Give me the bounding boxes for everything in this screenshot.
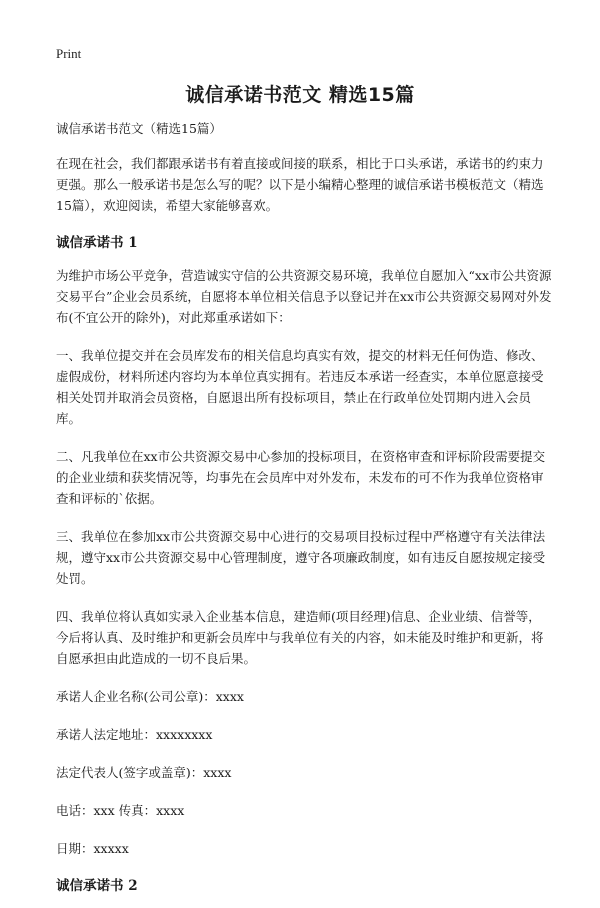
document-body xyxy=(56,118,552,908)
section-heading-2: 诚信承诺书 2 xyxy=(56,878,138,894)
section1-paragraph: 四、我单位将认真如实录入企业基本信息，建造师(项目经理)信息、企业业绩、信誉等，今后将认真、及时维护和更新会员库中与我单位有关的内容，如未能及时维护和更新，将自愿承担由此造成的一切不良后果。 xyxy=(56,609,544,666)
section1-paragraph: 三、我单位在参加xx市公共资源交易中心进行的交易项目投标过程中严格遵守有关法律法规，遵守xx市公共资源交易中心管理制度，遵守各项廉政制度，如有违反自愿按规定接受处罚。 xyxy=(56,529,546,586)
section1-paragraph: 一、我单位提交并在会员库发布的相关信息均真实有效，提交的材料无任何伪造、修改、虚假成份，材料所述内容均为本单位真实拥有。若违反本承诺一经查实，本单位愿意接受相关处罚并取消会员资格，自愿退出所有投标项目，禁止在行政单位处罚期内进入会员库。 xyxy=(56,348,544,426)
signature-field-date: 日期：xxxxx xyxy=(56,841,129,856)
signature-field-address: 承诺人法定地址：xxxxxxxx xyxy=(56,727,213,742)
signature-field-company: 承诺人企业名称(公司公章)：xxxx xyxy=(56,689,244,704)
signature-field-representative: 法定代表人(签字或盖章)：xxxx xyxy=(56,765,232,780)
document-subtitle: 诚信承诺书范文（精选15篇） xyxy=(56,121,222,136)
print-link[interactable]: Print xyxy=(56,46,82,61)
section-heading-1: 诚信承诺书 1 xyxy=(56,235,138,251)
document-title: 诚信承诺书范文 精选15篇 xyxy=(185,84,415,106)
signature-field-phone-fax: 电话：xxx 传真：xxxx xyxy=(56,803,185,818)
section1-paragraph: 二、凡我单位在xx市公共资源交易中心参加的投标项目，在资格审查和评标阶段需要提交的企业业绩和获奖情况等，均事先在会员库中对外发布，未发布的可不作为我单位资格审查和评标的`依据。 xyxy=(56,449,546,506)
section1-paragraph: 为维护市场公平竞争，营造诚实守信的公共资源交易环境，我单位自愿加入“xx市公共资源交易平台”企业会员系统，自愿将本单位相关信息予以登记并在xx市公共资源交易网对外发布(不宜公开的除外)，对此郑重承诺如下： xyxy=(56,268,552,325)
intro-paragraph: 在现在社会，我们都跟承诺书有着直接或间接的联系，相比于口头承诺，承诺书的约束力更强。那么一般承诺书是怎么写的呢？以下是小编精心整理的诚信承诺书模板范文（精选15篇），欢迎阅读，希望大家能够喜欢。 xyxy=(56,156,544,213)
